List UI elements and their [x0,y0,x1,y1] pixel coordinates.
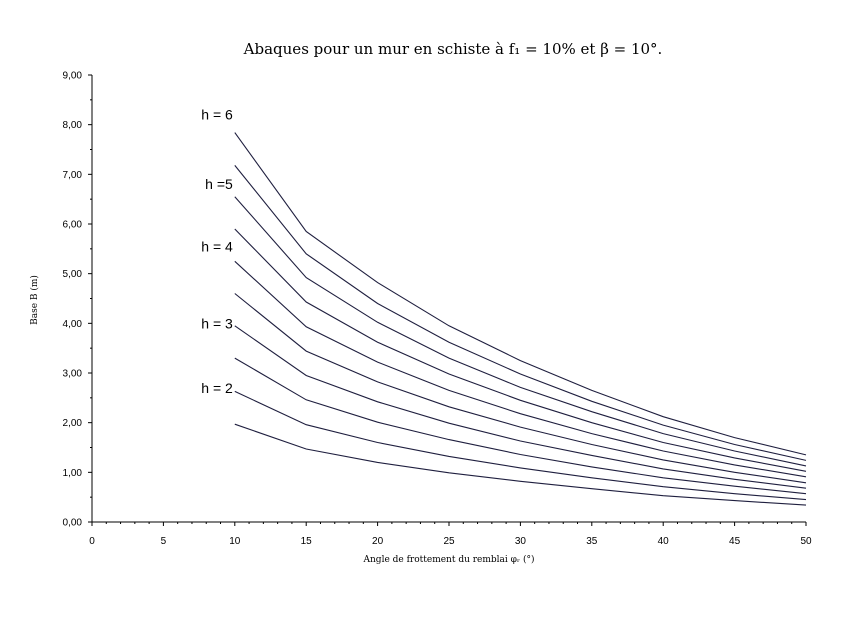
curve-label: h = 4 [201,238,233,255]
series-line [235,229,806,471]
x-tick-label: 35 [586,536,598,547]
x-tick-label: 5 [160,536,167,547]
x-tick-label: 40 [657,536,669,547]
series-lines [235,133,806,506]
y-axis-label: Base B (m) [30,275,40,325]
x-tick-label: 10 [229,536,241,547]
x-tick-label: 25 [443,536,455,547]
y-tick-label: 9,00 [62,70,82,82]
y-tick-label: 3,00 [62,368,82,380]
x-tick-label: 20 [372,536,384,547]
series-line [235,358,806,494]
y-tick-label: 6,00 [62,219,82,231]
series-line [235,165,806,460]
curve-label: h = 6 [201,106,233,123]
y-tick-label: 4,00 [62,318,82,330]
y-tick-label: 8,00 [62,120,82,132]
curve-label: h = 2 [201,379,233,396]
y-tick-label: 5,00 [62,269,82,281]
y-tick-label: 7,00 [62,169,82,181]
curve-labels [201,107,233,396]
curve-label: h = 3 [201,315,233,332]
series-line [235,261,806,477]
x-axis-label: Angle de frottement du remblai φᵣ (°) [363,555,535,565]
x-tick-label: 15 [300,536,312,547]
x-tick-label: 50 [800,536,812,547]
series-line [235,133,806,455]
x-tick-label: 45 [729,536,741,547]
y-tick-label: 2,00 [62,418,82,430]
tick-labels [63,71,812,548]
curve-label: h =5 [205,176,233,193]
y-tick-label: 1,00 [62,467,82,479]
series-line [235,391,806,499]
chart-title: Abaques pour un mur en schiste à f₁ = 10% et β = 10°. [243,40,663,58]
x-tick-label: 0 [89,536,95,547]
series-line [235,424,806,505]
series-line [235,197,806,466]
x-tick-label: 30 [514,536,526,547]
y-tick-label: 0,00 [62,517,82,529]
series-line [235,326,806,488]
